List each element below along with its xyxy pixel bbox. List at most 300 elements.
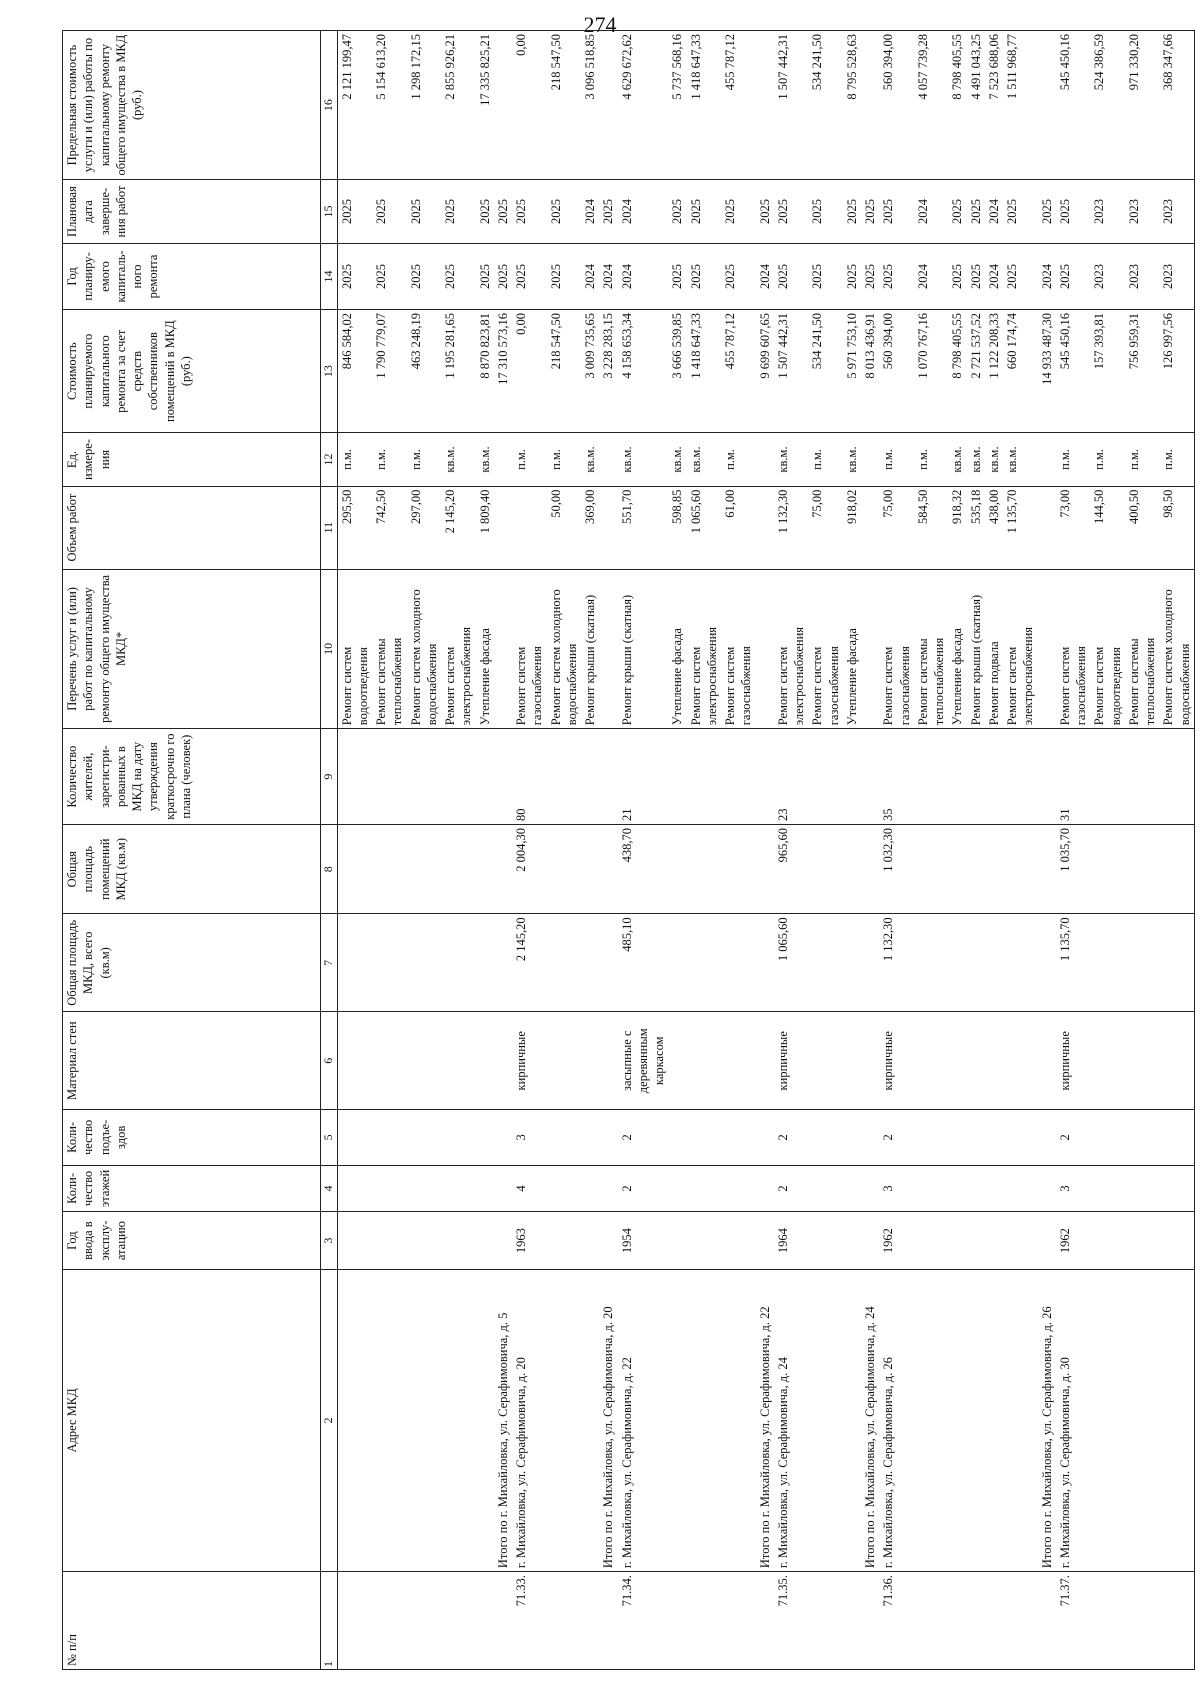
column-number: 16 bbox=[321, 31, 338, 180]
total-row bbox=[861, 31, 879, 1670]
entrances-cell bbox=[1125, 1110, 1160, 1165]
year-built-cell bbox=[967, 1212, 985, 1269]
total-area-cell: 1 132,30 bbox=[879, 914, 914, 1012]
premises-area-cell bbox=[337, 825, 372, 914]
work-type-cell: Ремонт систем электроснабжения bbox=[1003, 569, 1038, 729]
completion-date-cell: 2023 bbox=[1090, 180, 1125, 244]
total-row bbox=[599, 31, 617, 1670]
row-number-cell bbox=[967, 1572, 985, 1670]
address-cell bbox=[948, 1269, 966, 1571]
year-built-cell: 1964 bbox=[774, 1212, 809, 1269]
max-cost-cell: 455 787,12 bbox=[721, 31, 756, 180]
work-type-cell: Ремонт систем холодного водоснабжения bbox=[407, 569, 442, 729]
work-volume-cell: 295,50 bbox=[337, 486, 372, 569]
entrances-cell bbox=[494, 1110, 512, 1165]
address-cell bbox=[721, 1269, 756, 1571]
floors-cell bbox=[1090, 1165, 1125, 1212]
entrances-cell bbox=[1038, 1110, 1056, 1165]
residents-cell bbox=[967, 729, 985, 825]
premises-area-cell bbox=[687, 825, 722, 914]
work-row bbox=[547, 31, 582, 1670]
header-cell: Объем работ bbox=[63, 486, 321, 569]
row-number-cell bbox=[914, 1572, 949, 1670]
total-area-cell bbox=[441, 914, 476, 1012]
entrances-cell: 2 bbox=[774, 1110, 809, 1165]
work-row bbox=[407, 31, 442, 1670]
floors-cell: 2 bbox=[618, 1165, 669, 1212]
residents-cell bbox=[843, 729, 861, 825]
owner-funds-cost-cell: 3 666 539,85 bbox=[668, 309, 686, 432]
owner-funds-cost-cell: 463 248,19 bbox=[407, 309, 442, 432]
entrances-cell bbox=[1003, 1110, 1038, 1165]
premises-area-cell bbox=[476, 825, 494, 914]
planned-year-cell: 2025 bbox=[774, 243, 809, 309]
residents-cell bbox=[599, 729, 617, 825]
residents-cell bbox=[407, 729, 442, 825]
wall-material-cell: засыпные с деревянным каркасом bbox=[618, 1012, 669, 1110]
total-area-cell bbox=[914, 914, 949, 1012]
max-cost-cell bbox=[756, 31, 774, 180]
work-type-cell: Ремонт крыши (скатная) bbox=[581, 569, 599, 729]
header-cell: Коли-чество этажей bbox=[63, 1165, 321, 1212]
entrances-cell bbox=[808, 1110, 843, 1165]
floors-cell bbox=[843, 1165, 861, 1212]
owner-funds-cost-cell: 8 870 823,81 bbox=[476, 309, 494, 432]
work-volume-cell bbox=[1038, 486, 1056, 569]
planned-year-cell: 2024 bbox=[1038, 243, 1056, 309]
completion-date-cell: 2024 bbox=[914, 180, 949, 244]
completion-date-cell: 2025 bbox=[721, 180, 756, 244]
floors-cell bbox=[756, 1165, 774, 1212]
residents-cell: 21 bbox=[618, 729, 669, 825]
total-area-cell bbox=[967, 914, 985, 1012]
planned-year-cell: 2025 bbox=[668, 243, 686, 309]
address-cell bbox=[441, 1269, 476, 1571]
address-cell bbox=[967, 1269, 985, 1571]
work-type-cell bbox=[599, 569, 617, 729]
owner-funds-cost-cell: 4 158 653,34 bbox=[618, 309, 669, 432]
residents-cell bbox=[914, 729, 949, 825]
address-cell: Итого по г. Михайловка, ул. Серафимовича, д. 22 bbox=[756, 1269, 774, 1571]
floors-cell bbox=[687, 1165, 722, 1212]
entrances-cell bbox=[337, 1110, 372, 1165]
work-type-cell: Ремонт систем электроснабжения bbox=[774, 569, 809, 729]
max-cost-cell: 8 798 405,55 bbox=[948, 31, 966, 180]
header-cell: Коли-чество подъе-здов bbox=[63, 1110, 321, 1165]
premises-area-cell bbox=[914, 825, 949, 914]
header-cell: Адрес МКД bbox=[63, 1269, 321, 1571]
floors-cell bbox=[808, 1165, 843, 1212]
completion-date-cell: 2025 bbox=[407, 180, 442, 244]
row-number-cell bbox=[1003, 1572, 1038, 1670]
address-cell: г. Михайловка, ул. Серафимовича, д. 20 bbox=[512, 1269, 547, 1571]
header-cell: Год планиру-емого капиталь-ного ремонта bbox=[63, 243, 321, 309]
floors-cell: 2 bbox=[774, 1165, 809, 1212]
owner-funds-cost-cell: 660 174,74 bbox=[1003, 309, 1038, 432]
entrances-cell bbox=[967, 1110, 985, 1165]
unit-cell: п.м. bbox=[1090, 433, 1125, 486]
address-cell bbox=[337, 1269, 372, 1571]
work-volume-cell: 598,85 bbox=[668, 486, 686, 569]
max-cost-cell: 218 547,50 bbox=[547, 31, 582, 180]
residents-cell bbox=[337, 729, 372, 825]
work-row bbox=[581, 31, 599, 1670]
row-number-cell bbox=[337, 1572, 372, 1670]
work-type-cell: Утепление фасада bbox=[948, 569, 966, 729]
unit-cell: п.м. bbox=[1056, 433, 1091, 486]
column-number: 5 bbox=[321, 1110, 338, 1165]
work-row bbox=[721, 31, 756, 1670]
wall-material-cell bbox=[721, 1012, 756, 1110]
planned-year-cell: 2025 bbox=[372, 243, 407, 309]
row-number-cell bbox=[581, 1572, 599, 1670]
unit-cell: п.м. bbox=[1159, 433, 1194, 486]
entrances-cell bbox=[721, 1110, 756, 1165]
column-number: 4 bbox=[321, 1165, 338, 1212]
max-cost-cell: 4 491 043,25 bbox=[967, 31, 985, 180]
wall-material-cell bbox=[967, 1012, 985, 1110]
address-cell: Итого по г. Михайловка, ул. Серафимовича, д. 24 bbox=[861, 1269, 879, 1571]
work-volume-cell bbox=[599, 486, 617, 569]
floors-cell bbox=[372, 1165, 407, 1212]
premises-area-cell: 965,60 bbox=[774, 825, 809, 914]
column-number: 10 bbox=[321, 569, 338, 729]
header-cell: Перечень услуг и (или) работ по капитальному ремонту общего имущества МКД* bbox=[63, 569, 321, 729]
column-number: 8 bbox=[321, 825, 338, 914]
header-cell: Предельная стоимость услуги и (или) работы по капитальному ремонту общего имущества в МКД (руб.) bbox=[63, 31, 321, 180]
work-row bbox=[948, 31, 966, 1670]
total-area-cell bbox=[808, 914, 843, 1012]
planned-year-cell: 2025 bbox=[861, 243, 879, 309]
max-cost-cell: 1 511 968,77 bbox=[1003, 31, 1038, 180]
address-cell bbox=[1003, 1269, 1038, 1571]
owner-funds-cost-cell: 534 241,50 bbox=[808, 309, 843, 432]
planned-year-cell: 2025 bbox=[337, 243, 372, 309]
total-area-cell: 2 145,20 bbox=[512, 914, 547, 1012]
residents-cell bbox=[581, 729, 599, 825]
total-area-cell: 485,10 bbox=[618, 914, 669, 1012]
total-area-cell bbox=[1038, 914, 1056, 1012]
wall-material-cell bbox=[337, 1012, 372, 1110]
year-built-cell: 1954 bbox=[618, 1212, 669, 1269]
entrances-cell: 3 bbox=[512, 1110, 547, 1165]
max-cost-cell: 2 855 926,21 bbox=[441, 31, 476, 180]
work-row bbox=[914, 31, 949, 1670]
year-built-cell bbox=[581, 1212, 599, 1269]
premises-area-cell bbox=[547, 825, 582, 914]
max-cost-cell: 534 241,50 bbox=[808, 31, 843, 180]
completion-date-cell: 2025 bbox=[476, 180, 494, 244]
total-row bbox=[494, 31, 512, 1670]
planned-year-cell: 2025 bbox=[1003, 243, 1038, 309]
year-built-cell bbox=[547, 1212, 582, 1269]
row-number-cell bbox=[948, 1572, 966, 1670]
residents-cell bbox=[372, 729, 407, 825]
row-number-cell bbox=[668, 1572, 686, 1670]
completion-date-cell: 2025 bbox=[547, 180, 582, 244]
work-type-cell: Ремонт систем газоснабжения bbox=[808, 569, 843, 729]
year-built-cell bbox=[914, 1212, 949, 1269]
residents-cell bbox=[494, 729, 512, 825]
year-built-cell bbox=[668, 1212, 686, 1269]
entrances-cell bbox=[914, 1110, 949, 1165]
work-row bbox=[843, 31, 861, 1670]
unit-cell: кв.м. bbox=[618, 433, 669, 486]
residents-cell bbox=[808, 729, 843, 825]
work-volume-cell: 1 809,40 bbox=[476, 486, 494, 569]
total-area-cell bbox=[476, 914, 494, 1012]
header-cell: Ед. измере-ния bbox=[63, 433, 321, 486]
row-number-cell bbox=[756, 1572, 774, 1670]
completion-date-cell: 2025 bbox=[441, 180, 476, 244]
year-built-cell bbox=[985, 1212, 1003, 1269]
owner-funds-cost-cell: 1 122 208,33 bbox=[985, 309, 1003, 432]
owner-funds-cost-cell: 1 790 779,07 bbox=[372, 309, 407, 432]
address-cell: г. Михайловка, ул. Серафимовича, д. 24 bbox=[774, 1269, 809, 1571]
work-type-cell: Ремонт системы теплоснабжения bbox=[914, 569, 949, 729]
address-cell bbox=[1090, 1269, 1125, 1571]
total-area-cell bbox=[407, 914, 442, 1012]
work-type-cell: Ремонт систем газоснабжения bbox=[721, 569, 756, 729]
floors-cell bbox=[494, 1165, 512, 1212]
residents-cell bbox=[861, 729, 879, 825]
residents-cell: 23 bbox=[774, 729, 809, 825]
owner-funds-cost-cell: 1 070 767,16 bbox=[914, 309, 949, 432]
premises-area-cell bbox=[1003, 825, 1038, 914]
premises-area-cell bbox=[861, 825, 879, 914]
row-number-cell: 71.33. bbox=[512, 1572, 547, 1670]
completion-date-cell: 2025 bbox=[687, 180, 722, 244]
planned-year-cell: 2025 bbox=[843, 243, 861, 309]
premises-area-cell: 2 004,30 bbox=[512, 825, 547, 914]
max-cost-cell: 8 795 528,63 bbox=[843, 31, 861, 180]
unit-cell: кв.м. bbox=[985, 433, 1003, 486]
floors-cell bbox=[476, 1165, 494, 1212]
work-volume-cell: 61,00 bbox=[721, 486, 756, 569]
unit-cell: п.м. bbox=[1125, 433, 1160, 486]
row-number-cell bbox=[1125, 1572, 1160, 1670]
floors-cell bbox=[337, 1165, 372, 1212]
owner-funds-cost-cell: 8 013 436,91 bbox=[861, 309, 879, 432]
row-number-cell bbox=[599, 1572, 617, 1670]
column-number: 9 bbox=[321, 729, 338, 825]
row-number-cell: 71.35. bbox=[774, 1572, 809, 1670]
address-cell bbox=[581, 1269, 599, 1571]
work-volume-cell: 75,00 bbox=[808, 486, 843, 569]
work-volume-cell: 73,00 bbox=[1056, 486, 1091, 569]
planned-year-cell: 2025 bbox=[547, 243, 582, 309]
total-area-cell bbox=[668, 914, 686, 1012]
address-cell bbox=[476, 1269, 494, 1571]
house-row bbox=[618, 31, 669, 1670]
unit-cell: кв.м. bbox=[687, 433, 722, 486]
owner-funds-cost-cell: 5 971 753,10 bbox=[843, 309, 861, 432]
premises-area-cell bbox=[581, 825, 599, 914]
work-row bbox=[967, 31, 985, 1670]
premises-area-cell: 1 032,30 bbox=[879, 825, 914, 914]
work-row bbox=[808, 31, 843, 1670]
row-number-cell bbox=[861, 1572, 879, 1670]
max-cost-cell: 17 335 825,21 bbox=[476, 31, 494, 180]
address-cell: Итого по г. Михайловка, ул. Серафимовича, д. 5 bbox=[494, 1269, 512, 1571]
address-cell bbox=[843, 1269, 861, 1571]
planned-year-cell: 2025 bbox=[948, 243, 966, 309]
wall-material-cell: кирпичные bbox=[774, 1012, 809, 1110]
work-type-cell bbox=[1038, 569, 1056, 729]
work-type-cell: Утепление фасада bbox=[668, 569, 686, 729]
total-area-cell bbox=[372, 914, 407, 1012]
residents-cell bbox=[687, 729, 722, 825]
column-number: 15 bbox=[321, 180, 338, 244]
work-type-cell: Ремонт систем газоснабжения bbox=[879, 569, 914, 729]
planned-year-cell: 2025 bbox=[494, 243, 512, 309]
address-cell: г. Михайловка, ул. Серафимовича, д. 26 bbox=[879, 1269, 914, 1571]
work-type-cell: Ремонт подвала bbox=[985, 569, 1003, 729]
address-cell bbox=[808, 1269, 843, 1571]
address-cell bbox=[914, 1269, 949, 1571]
planned-year-cell: 2025 bbox=[687, 243, 722, 309]
floors-cell bbox=[948, 1165, 966, 1212]
premises-area-cell bbox=[1090, 825, 1125, 914]
year-built-cell bbox=[441, 1212, 476, 1269]
completion-date-cell: 2025 bbox=[599, 180, 617, 244]
wall-material-cell bbox=[547, 1012, 582, 1110]
total-area-cell bbox=[599, 914, 617, 1012]
rotated-table-container bbox=[62, 30, 1192, 1670]
column-number-row bbox=[321, 31, 338, 1670]
address-cell bbox=[407, 1269, 442, 1571]
work-type-cell: Ремонт систем холодного водоснабжения bbox=[1159, 569, 1194, 729]
column-number: 2 bbox=[321, 1269, 338, 1571]
year-built-cell: 1962 bbox=[1056, 1212, 1091, 1269]
floors-cell bbox=[599, 1165, 617, 1212]
header-cell: Количество жителей, зарегистри-рованных в МКД на дату утверждения краткосрочно го плана (человек) bbox=[63, 729, 321, 825]
wall-material-cell bbox=[1159, 1012, 1194, 1110]
work-row bbox=[441, 31, 476, 1670]
premises-area-cell: 438,70 bbox=[618, 825, 669, 914]
row-number-cell bbox=[547, 1572, 582, 1670]
total-area-cell bbox=[581, 914, 599, 1012]
owner-funds-cost-cell: 1 418 647,33 bbox=[687, 309, 722, 432]
entrances-cell bbox=[407, 1110, 442, 1165]
completion-date-cell: 2025 bbox=[1003, 180, 1038, 244]
residents-cell bbox=[1159, 729, 1194, 825]
owner-funds-cost-cell: 2 721 537,52 bbox=[967, 309, 985, 432]
work-volume-cell: 144,50 bbox=[1090, 486, 1125, 569]
row-number-cell bbox=[494, 1572, 512, 1670]
owner-funds-cost-cell: 1 195 281,65 bbox=[441, 309, 476, 432]
total-area-cell bbox=[985, 914, 1003, 1012]
row-number-cell bbox=[985, 1572, 1003, 1670]
owner-funds-cost-cell: 3 009 735,65 bbox=[581, 309, 599, 432]
max-cost-cell bbox=[861, 31, 879, 180]
wall-material-cell bbox=[407, 1012, 442, 1110]
address-cell bbox=[372, 1269, 407, 1571]
unit-cell bbox=[861, 433, 879, 486]
total-area-cell bbox=[1090, 914, 1125, 1012]
address-cell bbox=[547, 1269, 582, 1571]
year-built-cell bbox=[599, 1212, 617, 1269]
total-area-cell: 1 135,70 bbox=[1056, 914, 1091, 1012]
wall-material-cell bbox=[687, 1012, 722, 1110]
column-number: 13 bbox=[321, 309, 338, 432]
work-volume-cell: 297,00 bbox=[407, 486, 442, 569]
premises-area-cell bbox=[1038, 825, 1056, 914]
residents-cell: 80 bbox=[512, 729, 547, 825]
header-row bbox=[63, 31, 321, 1670]
year-built-cell bbox=[476, 1212, 494, 1269]
work-type-cell: Ремонт систем газоснабжения bbox=[512, 569, 547, 729]
total-area-cell bbox=[721, 914, 756, 1012]
residents-cell bbox=[721, 729, 756, 825]
entrances-cell bbox=[948, 1110, 966, 1165]
unit-cell: п.м. bbox=[914, 433, 949, 486]
work-type-cell: Ремонт крыши (скатная) bbox=[967, 569, 985, 729]
header-cell: Общая площадь МКД, всего (кв.м) bbox=[63, 914, 321, 1012]
address-cell: г. Михайловка, ул. Серафимовича, д. 30 bbox=[1056, 1269, 1091, 1571]
wall-material-cell: кирпичные bbox=[879, 1012, 914, 1110]
premises-area-cell: 1 035,70 bbox=[1056, 825, 1091, 914]
unit-cell: п.м. bbox=[512, 433, 547, 486]
planned-year-cell: 2024 bbox=[756, 243, 774, 309]
year-built-cell bbox=[1003, 1212, 1038, 1269]
wall-material-cell bbox=[948, 1012, 966, 1110]
unit-cell: п.м. bbox=[879, 433, 914, 486]
completion-date-cell: 2025 bbox=[372, 180, 407, 244]
wall-material-cell: кирпичные bbox=[1056, 1012, 1091, 1110]
owner-funds-cost-cell: 218 547,50 bbox=[547, 309, 582, 432]
max-cost-cell: 1 507 442,31 bbox=[774, 31, 809, 180]
residents-cell bbox=[948, 729, 966, 825]
unit-cell: кв.м. bbox=[967, 433, 985, 486]
premises-area-cell bbox=[1159, 825, 1194, 914]
planned-year-cell: 2024 bbox=[914, 243, 949, 309]
floors-cell bbox=[985, 1165, 1003, 1212]
owner-funds-cost-cell: 17 310 573,16 bbox=[494, 309, 512, 432]
unit-cell bbox=[1038, 433, 1056, 486]
owner-funds-cost-cell: 1 507 442,31 bbox=[774, 309, 809, 432]
work-row bbox=[372, 31, 407, 1670]
premises-area-cell bbox=[721, 825, 756, 914]
premises-area-cell bbox=[948, 825, 966, 914]
unit-cell: кв.м. bbox=[843, 433, 861, 486]
work-type-cell: Ремонт систем газоснабжения bbox=[1056, 569, 1091, 729]
entrances-cell bbox=[476, 1110, 494, 1165]
total-area-cell bbox=[756, 914, 774, 1012]
work-type-cell: Ремонт систем водоотведения bbox=[1090, 569, 1125, 729]
year-built-cell bbox=[337, 1212, 372, 1269]
work-row bbox=[476, 31, 494, 1670]
unit-cell bbox=[599, 433, 617, 486]
header-cell: Материал стен bbox=[63, 1012, 321, 1110]
completion-date-cell: 2025 bbox=[774, 180, 809, 244]
work-type-cell: Утепление фасада bbox=[476, 569, 494, 729]
unit-cell: п.м. bbox=[547, 433, 582, 486]
entrances-cell bbox=[668, 1110, 686, 1165]
residents-cell bbox=[441, 729, 476, 825]
owner-funds-cost-cell: 3 228 283,15 bbox=[599, 309, 617, 432]
residents-cell bbox=[1090, 729, 1125, 825]
max-cost-cell: 4 057 739,28 bbox=[914, 31, 949, 180]
premises-area-cell bbox=[668, 825, 686, 914]
residents-cell bbox=[756, 729, 774, 825]
planned-year-cell: 2024 bbox=[581, 243, 599, 309]
total-area-cell bbox=[337, 914, 372, 1012]
floors-cell bbox=[914, 1165, 949, 1212]
column-number: 6 bbox=[321, 1012, 338, 1110]
row-number-cell bbox=[721, 1572, 756, 1670]
document-page bbox=[62, 30, 1192, 1670]
